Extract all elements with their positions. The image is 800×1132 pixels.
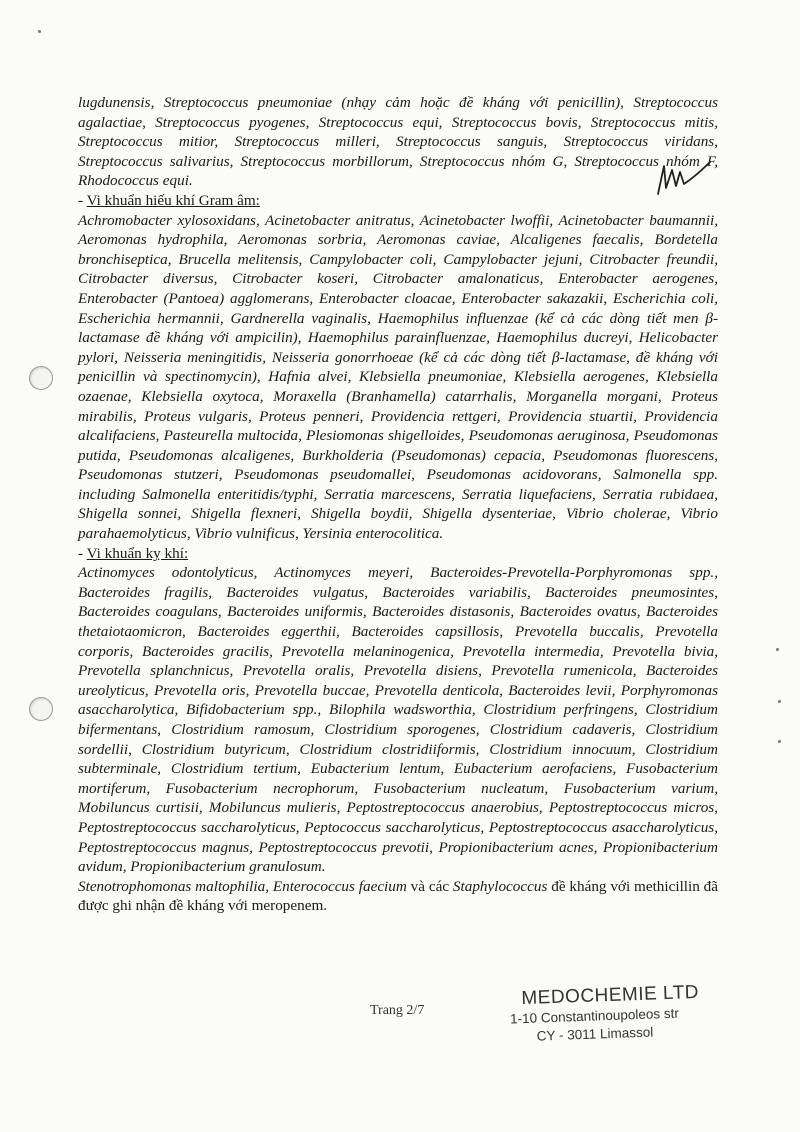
company-stamp (509, 982, 711, 1047)
scan-speck (38, 30, 41, 33)
punch-hole-bottom (29, 697, 53, 721)
heading-anaerobic: - Vi khuẩn kỵ khí: (78, 544, 189, 562)
heading-aerobic-gram-negative: - Vi khuẩn hiếu khí Gram âm: (78, 191, 260, 209)
scan-speck (776, 648, 779, 651)
page-number: Trang 2/7 (370, 1003, 425, 1018)
paragraph-aerobic-gram-negative: Achromobacter xylosoxidans, Acinetobacter anitratus, Acinetobacter lwoffii, Acinetobacter baumannii, Aeromonas hydrophila, Aeromonas sorbria, Aeromonas caviae, Alcaligenes faecalis, Bordetella bronchiseptica, Brucella melitensis, Campylobacter coli, Campylobacter jejuni, Citrobacter freundii, Citrobacter diversus, Citrobacter koseri, Citrobacter amalonaticus, Enterobacter aerogenes, Enterobacter (Pantoea) agglomerans, Enterobacter cloacae, Enterobacter sakazakii, Escherichia coli, Escherichia hermannii, Gardnerella vaginalis, Haemophilus influenzae (kể cả các dòng tiết men β-lactamase đề kháng với ampicilin), Haemophilus parainfluenzae, Haemophilus ducreyi, Helicobacter pylori, Neisseria meningitidis, Neisseria gonorrhoeae (kể cả các dòng tiết β-lactamase, đề kháng với penicillin và spectinomycin), Hafnia alvei, Klebsiella pneumoniae, Klebsiella aerogenes, Klebsiella ozaenae, Klebsiella oxytoca, Moraxella (Branhamella) catarrhalis, Morganella morgani, Proteus mirabilis, Proteus vulgaris, Proteus penneri, Providencia rettgeri, Providencia stuartii, Providencia alcalifaciens, Pasteurella multocida, Plesiomonas shigelloides, Pseudomonas aeruginosa, Pseudomonas putida, Pseudomonas alcaligenes, Burkholderia (Pseudomonas) cepacia, Pseudomonas fluorescens, Pseudomonas stutzeri, Pseudomonas pseudomallei, Pseudomonas acidovorans, Salmonella spp. including Salmonella enteritidis/typhi, Serratia marcescens, Serratia liquefaciens, Serratia rubidaea, Shigella sonnei, Shigella flexneri, Shigella boydii, Shigella dysenteriae, Vibrio cholerae, Vibrio parahaemolyticus, Vibrio vulnificus, Yersinia enterocolitica. (78, 211, 718, 543)
punch-hole-top (29, 366, 53, 390)
stamp-address-street: 1-10 Constantinoupoleos str (509, 1005, 680, 1027)
paragraph-gram-positive-continued: lugdunensis, Streptococcus pneumoniae (nhạy cảm hoặc đề kháng với penicillin), Streptococcus agalactiae, Streptococcus pyogenes, Streptococcus equi, Streptococcus bovis, Streptococcus mitis, Streptococcus mitior, Streptococcus milleri, Streptococcus sanguis, Streptococcus viridans, Streptococcus salivarius, Streptococcus morbillorum, Streptococcus nhóm G, Streptococcus nhóm F, Rhodococcus equi. (78, 94, 718, 190)
scan-speck (778, 740, 781, 743)
scan-speck (778, 700, 781, 703)
paragraph-resistance-note: Stenotrophomonas maltophilia, Enterococcus faecium và các Staphylococcus đề kháng với methicillin đã được ghi nhận đề kháng với meropenem. (78, 877, 718, 915)
paragraph-anaerobic: Actinomyces odontolyticus, Actinomyces meyeri, Bacteroides-Prevotella-Porphyromonas spp., Bacteroides fragilis, Bacteroides vulgatus, Bacteroides variabilis, Bacteroides pneumosintes, Bacteroides coagulans, Bacteroides uniformis, Bacteroides distasonis, Bacteroides ovatus, Bacteroides thetaiotaomicron, Bacteroides eggerthii, Bacteroides capsillosis, Prevotella buccalis, Prevotella corporis, Bacteroides gracilis, Prevotella melaninogenica, Prevotella intermedia, Prevotella bivia, Prevotella splanchnicus, Prevotella oralis, Prevotella disiens, Prevotella rumenicola, Bacteroides ureolyticus, Prevotella oris, Prevotella buccae, Prevotella denticola, Bacteroides levii, Porphyromonas asaccharolytica, Bifidobacterium spp., Bilophila wadsworthia, Clostridium perfringens, Clostridium bifermentans, Clostridium ramosum, Clostridium sporogenes, Clostridium cadaveris, Clostridium sordellii, Clostridium butyricum, Clostridium clostridiiformis, Clostridium innocuum, Clostridium subterminale, Clostridium tertium, Eubacterium lentum, Eubacterium aerofaciens, Fusobacterium mortiferum, Fusobacterium necrophorum, Fusobacterium nucleatum, Fusobacterium varium, Mobiluncus curtisii, Mobiluncus mulieris, Peptostreptococcus anaerobius, Peptostreptococcus micros, Peptostreptococcus saccharolyticus, Peptococcus saccharolyticus, Peptostreptococcus asaccharolyticus, Peptostreptococcus magnus, Peptostreptococcus prevotii, Propionibacterium acnes, Propionibacterium avidum, Propionibacterium granulosum. (78, 564, 718, 876)
stamp-address-city: CY - 3011 Limassol (536, 1024, 654, 1044)
stamp-company-name: MEDOCHEMIE LTD (521, 981, 700, 1010)
document-body (78, 93, 718, 916)
